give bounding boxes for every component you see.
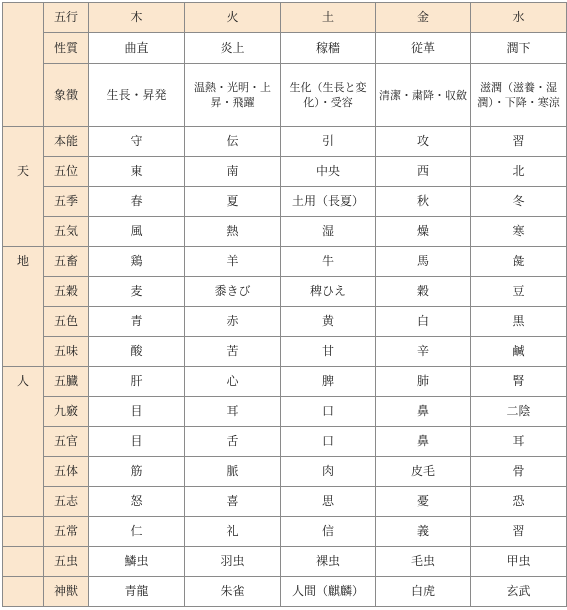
table-row bbox=[3, 547, 567, 577]
table-row bbox=[3, 517, 567, 547]
table-cell: 鹹 bbox=[471, 337, 567, 367]
table-cell: 朱雀 bbox=[185, 577, 281, 607]
table-cell: 攻 bbox=[376, 127, 471, 157]
table-cell: 目 bbox=[89, 397, 185, 427]
table-cell: 生化（生長と変化）・受容 bbox=[281, 64, 376, 127]
table-cell: 脈 bbox=[185, 457, 281, 487]
group-cell bbox=[3, 397, 44, 427]
table-cell: 肉 bbox=[281, 457, 376, 487]
table-cell: 筋 bbox=[89, 457, 185, 487]
table-row bbox=[3, 397, 567, 427]
header-metal: 金 bbox=[376, 3, 471, 33]
table-cell: 習 bbox=[471, 517, 567, 547]
row-label: 神獣 bbox=[44, 577, 89, 607]
table-row bbox=[3, 33, 567, 64]
row-label: 五穀 bbox=[44, 277, 89, 307]
table-cell: 黄 bbox=[281, 307, 376, 337]
row-label: 本能 bbox=[44, 127, 89, 157]
table-cell: 人間（麒麟） bbox=[281, 577, 376, 607]
table-row bbox=[3, 217, 567, 247]
group-cell bbox=[3, 33, 44, 64]
table-cell: 羽虫 bbox=[185, 547, 281, 577]
row-label: 五志 bbox=[44, 487, 89, 517]
table-cell: 肺 bbox=[376, 367, 471, 397]
row-label: 五色 bbox=[44, 307, 89, 337]
table-cell: 北 bbox=[471, 157, 567, 187]
five-elements-table bbox=[2, 2, 567, 607]
table-cell: 寒 bbox=[471, 217, 567, 247]
table-cell: 恐 bbox=[471, 487, 567, 517]
table-cell: 義 bbox=[376, 517, 471, 547]
table-cell: 苦 bbox=[185, 337, 281, 367]
group-cell bbox=[3, 277, 44, 307]
table-cell: 黒 bbox=[471, 307, 567, 337]
table-cell: 鼻 bbox=[376, 397, 471, 427]
table-row bbox=[3, 277, 567, 307]
row-label: 性質 bbox=[44, 33, 89, 64]
header-water: 水 bbox=[471, 3, 567, 33]
table-cell: 西 bbox=[376, 157, 471, 187]
table-cell: 土用（長夏） bbox=[281, 187, 376, 217]
table-cell: 心 bbox=[185, 367, 281, 397]
table-cell: 冬 bbox=[471, 187, 567, 217]
group-cell bbox=[3, 487, 44, 517]
table-cell: 甲虫 bbox=[471, 547, 567, 577]
header-wood: 木 bbox=[89, 3, 185, 33]
group-cell-man: 人 bbox=[3, 367, 44, 397]
row-label: 象徴 bbox=[44, 64, 89, 127]
table-row bbox=[3, 187, 567, 217]
row-label: 五位 bbox=[44, 157, 89, 187]
table-cell: 裸虫 bbox=[281, 547, 376, 577]
table-cell: 辛 bbox=[376, 337, 471, 367]
table-cell: 生長・昇発 bbox=[89, 64, 185, 127]
table-row bbox=[3, 427, 567, 457]
table-cell: 青龍 bbox=[89, 577, 185, 607]
table-cell: 燥 bbox=[376, 217, 471, 247]
table-cell: 思 bbox=[281, 487, 376, 517]
table-cell: 耳 bbox=[185, 397, 281, 427]
table-cell: 彘 bbox=[471, 247, 567, 277]
table-cell: 腎 bbox=[471, 367, 567, 397]
table-cell: 曲直 bbox=[89, 33, 185, 64]
table-cell: 鱗虫 bbox=[89, 547, 185, 577]
table-cell: 白虎 bbox=[376, 577, 471, 607]
table-cell: 骨 bbox=[471, 457, 567, 487]
table-cell: 信 bbox=[281, 517, 376, 547]
table-cell: 秋 bbox=[376, 187, 471, 217]
table-cell: 守 bbox=[89, 127, 185, 157]
table-cell: 皮毛 bbox=[376, 457, 471, 487]
table-cell: 牛 bbox=[281, 247, 376, 277]
row-label: 九竅 bbox=[44, 397, 89, 427]
table-cell: 礼 bbox=[185, 517, 281, 547]
row-label: 五体 bbox=[44, 457, 89, 487]
table-cell: 耳 bbox=[471, 427, 567, 457]
table-row bbox=[3, 487, 567, 517]
group-cell bbox=[3, 547, 44, 577]
table-cell: 温熱・光明・上昇・飛躍 bbox=[185, 64, 281, 127]
table-row bbox=[3, 307, 567, 337]
table-cell: 馬 bbox=[376, 247, 471, 277]
table-cell: 口 bbox=[281, 397, 376, 427]
header-label: 五行 bbox=[44, 3, 89, 33]
row-label: 五気 bbox=[44, 217, 89, 247]
group-cell-heaven: 天 bbox=[3, 157, 44, 187]
table-cell: 玄武 bbox=[471, 577, 567, 607]
table-cell: 穀 bbox=[376, 277, 471, 307]
header-row bbox=[3, 3, 567, 33]
table-cell: 怒 bbox=[89, 487, 185, 517]
table-row bbox=[3, 64, 567, 127]
table-cell: 東 bbox=[89, 157, 185, 187]
table-cell: 炎上 bbox=[185, 33, 281, 64]
table-cell: 引 bbox=[281, 127, 376, 157]
table-cell: 夏 bbox=[185, 187, 281, 217]
group-cell bbox=[3, 307, 44, 337]
table-cell: 中央 bbox=[281, 157, 376, 187]
table-cell: 潤下 bbox=[471, 33, 567, 64]
table-row bbox=[3, 157, 567, 187]
group-cell-earth: 地 bbox=[3, 247, 44, 277]
group-cell bbox=[3, 187, 44, 217]
table-cell: 憂 bbox=[376, 487, 471, 517]
table-cell: 二陰 bbox=[471, 397, 567, 427]
table-cell: 稗ひえ bbox=[281, 277, 376, 307]
row-label: 五味 bbox=[44, 337, 89, 367]
group-cell bbox=[3, 127, 44, 157]
row-label: 五畜 bbox=[44, 247, 89, 277]
group-cell bbox=[3, 457, 44, 487]
table-row bbox=[3, 457, 567, 487]
header-earth: 土 bbox=[281, 3, 376, 33]
group-cell bbox=[3, 337, 44, 367]
group-cell bbox=[3, 577, 44, 607]
table-cell: 清潔・粛降・収斂 bbox=[376, 64, 471, 127]
table-cell: 喜 bbox=[185, 487, 281, 517]
row-label: 五常 bbox=[44, 517, 89, 547]
table-row bbox=[3, 367, 567, 397]
table-cell: 脾 bbox=[281, 367, 376, 397]
table-cell: 春 bbox=[89, 187, 185, 217]
table-cell: 赤 bbox=[185, 307, 281, 337]
table-cell: 仁 bbox=[89, 517, 185, 547]
table-cell: 酸 bbox=[89, 337, 185, 367]
table-cell: 口 bbox=[281, 427, 376, 457]
table-row bbox=[3, 127, 567, 157]
table-cell: 豆 bbox=[471, 277, 567, 307]
table-cell: 稼穡 bbox=[281, 33, 376, 64]
table-cell: 甘 bbox=[281, 337, 376, 367]
table-row bbox=[3, 577, 567, 607]
row-label: 五官 bbox=[44, 427, 89, 457]
table-row bbox=[3, 337, 567, 367]
table-cell: 羊 bbox=[185, 247, 281, 277]
table-cell: 舌 bbox=[185, 427, 281, 457]
row-label: 五季 bbox=[44, 187, 89, 217]
table-cell: 熱 bbox=[185, 217, 281, 247]
group-cell bbox=[3, 217, 44, 247]
table-cell: 滋潤（滋養・湿潤）・下降・寒涼 bbox=[471, 64, 567, 127]
table-cell: 青 bbox=[89, 307, 185, 337]
table-cell: 白 bbox=[376, 307, 471, 337]
table-cell: 鶏 bbox=[89, 247, 185, 277]
row-label: 五虫 bbox=[44, 547, 89, 577]
table-cell: 習 bbox=[471, 127, 567, 157]
table-row bbox=[3, 247, 567, 277]
table-cell: 鼻 bbox=[376, 427, 471, 457]
table-cell: 麦 bbox=[89, 277, 185, 307]
row-label: 五臓 bbox=[44, 367, 89, 397]
table-cell: 風 bbox=[89, 217, 185, 247]
table-cell: 目 bbox=[89, 427, 185, 457]
table-cell: 南 bbox=[185, 157, 281, 187]
table-cell: 従革 bbox=[376, 33, 471, 64]
corner-cell bbox=[3, 3, 44, 33]
group-cell bbox=[3, 427, 44, 457]
table-cell: 毛虫 bbox=[376, 547, 471, 577]
table-cell: 黍きび bbox=[185, 277, 281, 307]
group-cell bbox=[3, 64, 44, 127]
group-cell bbox=[3, 517, 44, 547]
table-cell: 伝 bbox=[185, 127, 281, 157]
header-fire: 火 bbox=[185, 3, 281, 33]
table-cell: 肝 bbox=[89, 367, 185, 397]
table-cell: 湿 bbox=[281, 217, 376, 247]
